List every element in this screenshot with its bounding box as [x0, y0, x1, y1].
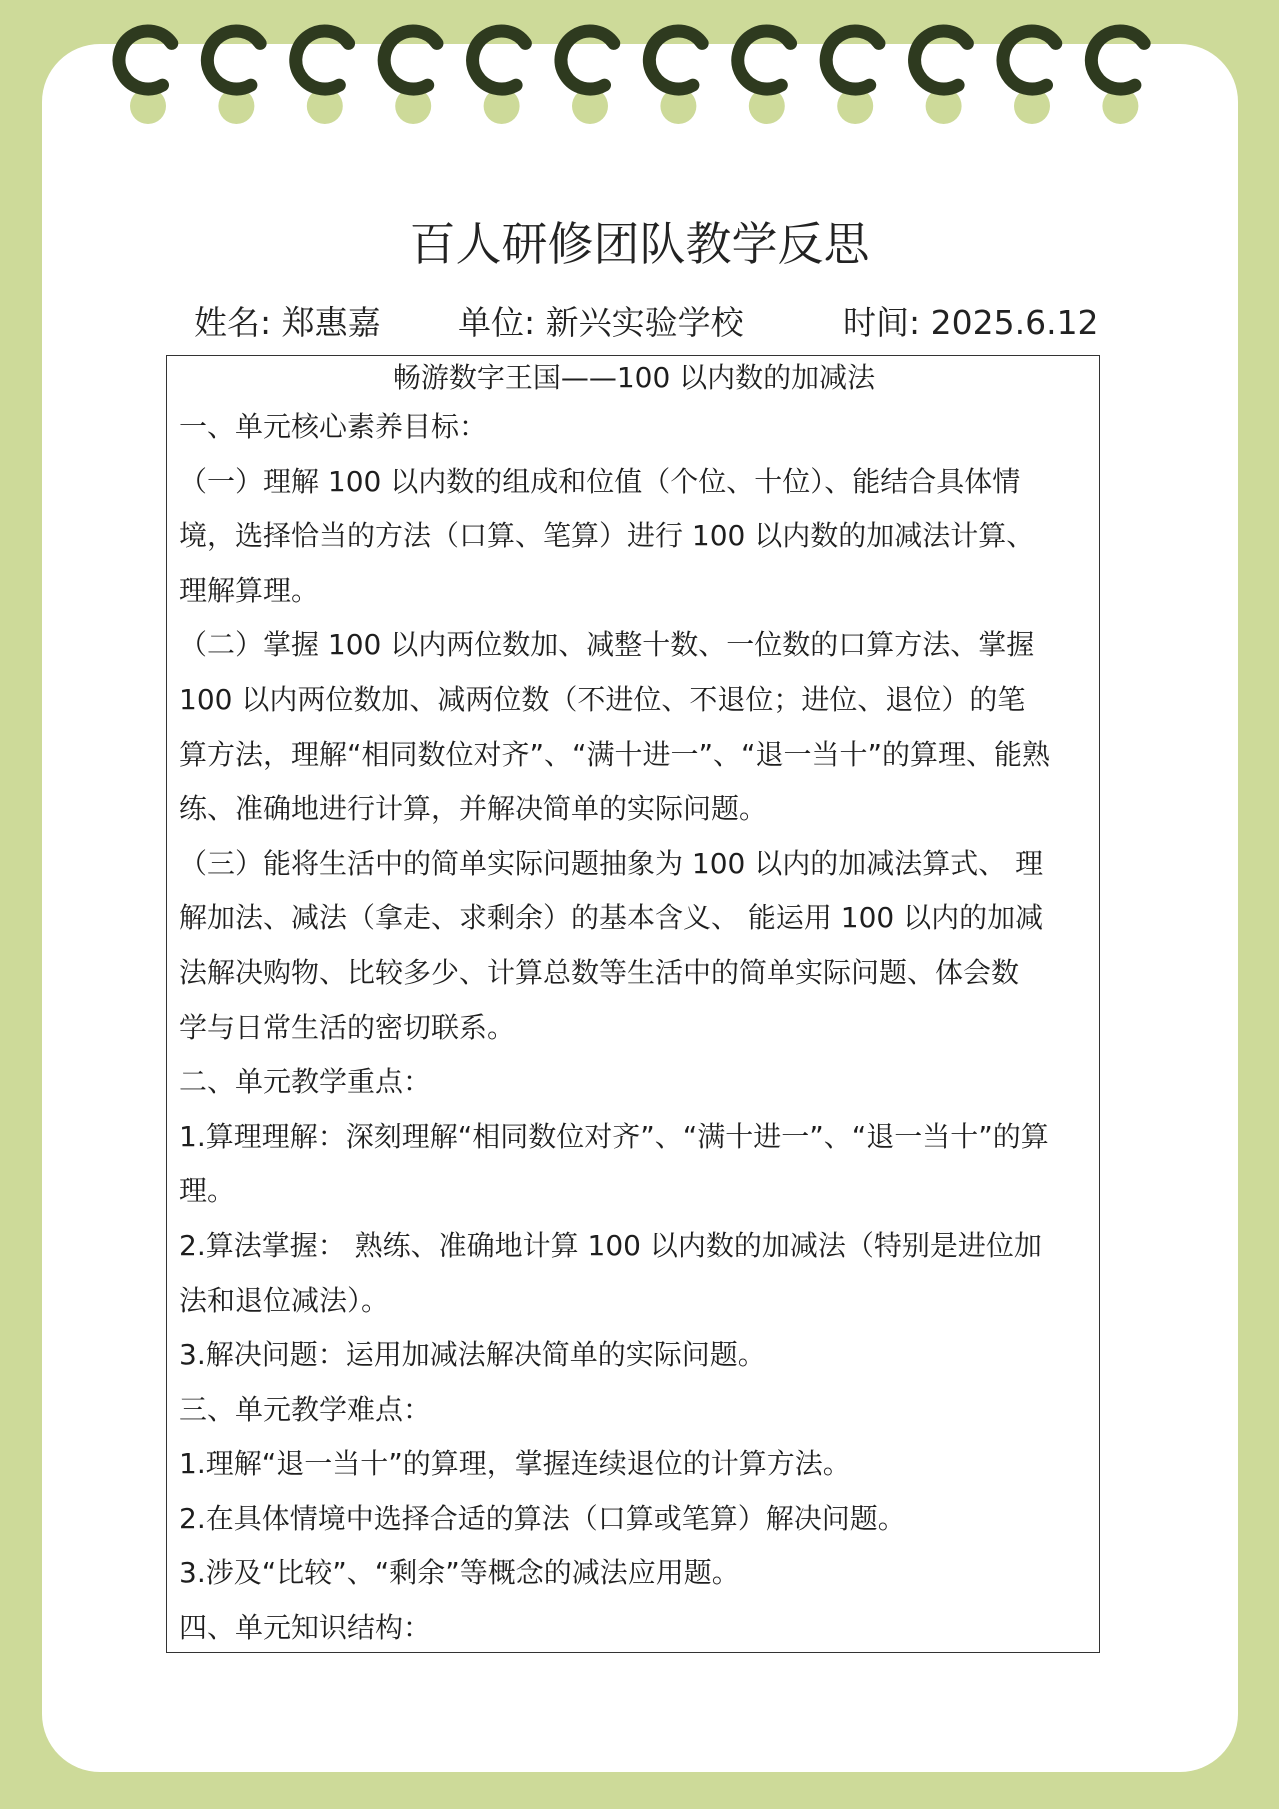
content-line: 二、单元教学重点： [179, 1065, 432, 1099]
content-line: 2.算法掌握： 熟练、准确地计算 100 以内数的加减法（特别是进位加 [179, 1228, 1042, 1262]
spiral-ring-icon [119, 31, 172, 124]
content-line: 1.算理理解：深刻理解“相同数位对齐”、“满十进一”、“退一当十”的算 [179, 1119, 1049, 1153]
spiral-ring-icon [384, 31, 437, 124]
content-line: 理解算理。 [179, 573, 320, 607]
content-lines [179, 356, 1089, 1653]
content-line: 算方法，理解“相同数位对齐”、“满十进一”、“退一当十”的算理、能熟 [179, 737, 1051, 771]
unit-heading: 畅游数字王国——100 以内数的加减法 [392, 361, 876, 394]
content-line: 四、单元知识结构： [179, 1611, 432, 1645]
spiral-ring-icon [649, 31, 702, 124]
content-line: 3.解决问题：运用加减法解决简单的实际问题。 [179, 1338, 766, 1372]
content-line: （一）理解 100 以内数的组成和位值（个位、十位）、能结合具体情 [179, 464, 1021, 498]
spiral-ring-icon [561, 31, 614, 124]
content-line: 一、单元核心素养目标： [179, 410, 488, 443]
content-line: 理。 [179, 1174, 236, 1208]
content-line: 1.理解“退一当十”的算理，掌握连续退位的计算方法。 [179, 1447, 851, 1481]
page-title: 百人研修团队教学反思 [409, 217, 870, 271]
content-line: 3.涉及“比较”、“剩余”等概念的减法应用题。 [179, 1556, 740, 1590]
spiral-ring-icon [915, 31, 968, 124]
spiral-ring-icon [207, 31, 260, 124]
content-line: 法解决购物、比较多少、计算总数等生活中的简单实际问题、体会数 [179, 955, 1020, 989]
author-name: 姓名: 郑惠嘉 [194, 303, 381, 342]
content-line: 100 以内两位数加、减两位数（不进位、不退位；进位、退位）的笔 [179, 682, 1026, 716]
spiral-ring-icon [473, 31, 526, 124]
spiral-ring-icon [826, 31, 879, 124]
content-line: 解加法、减法（拿走、求剩余）的基本含义、 能运用 100 以内的加减 [179, 901, 1044, 935]
spiral-ring-icon [296, 31, 349, 124]
spiral-ring-icon [1003, 31, 1056, 124]
date-field: 时间: 2025.6.12 [843, 303, 1099, 342]
content-line: 境，选择恰当的方法（口算、笔算）进行 100 以内数的加减法计算、 [179, 519, 1035, 553]
spiral-ring-icon [1091, 31, 1144, 124]
content-line: 练、准确地进行计算，并解决简单的实际问题。 [179, 792, 768, 826]
author-unit: 单位: 新兴实验学校 [458, 303, 744, 342]
content-line: （二）掌握 100 以内两位数加、减整十数、一位数的口算方法、掌握 [179, 628, 1035, 662]
content-line: 三、单元教学难点： [179, 1392, 432, 1426]
content-line: 学与日常生活的密切联系。 [179, 1010, 516, 1044]
content-line: 2.在具体情境中选择合适的算法（口算或笔算）解决问题。 [179, 1501, 906, 1535]
content-line: （三）能将生活中的简单实际问题抽象为 100 以内的加减法算式、 理 [179, 846, 1044, 880]
reflection-content-box [166, 355, 1100, 1653]
spiral-ring-icon [738, 31, 791, 124]
spiral-binding [0, 0, 1279, 130]
content-line: 法和退位减法）。 [179, 1283, 390, 1317]
